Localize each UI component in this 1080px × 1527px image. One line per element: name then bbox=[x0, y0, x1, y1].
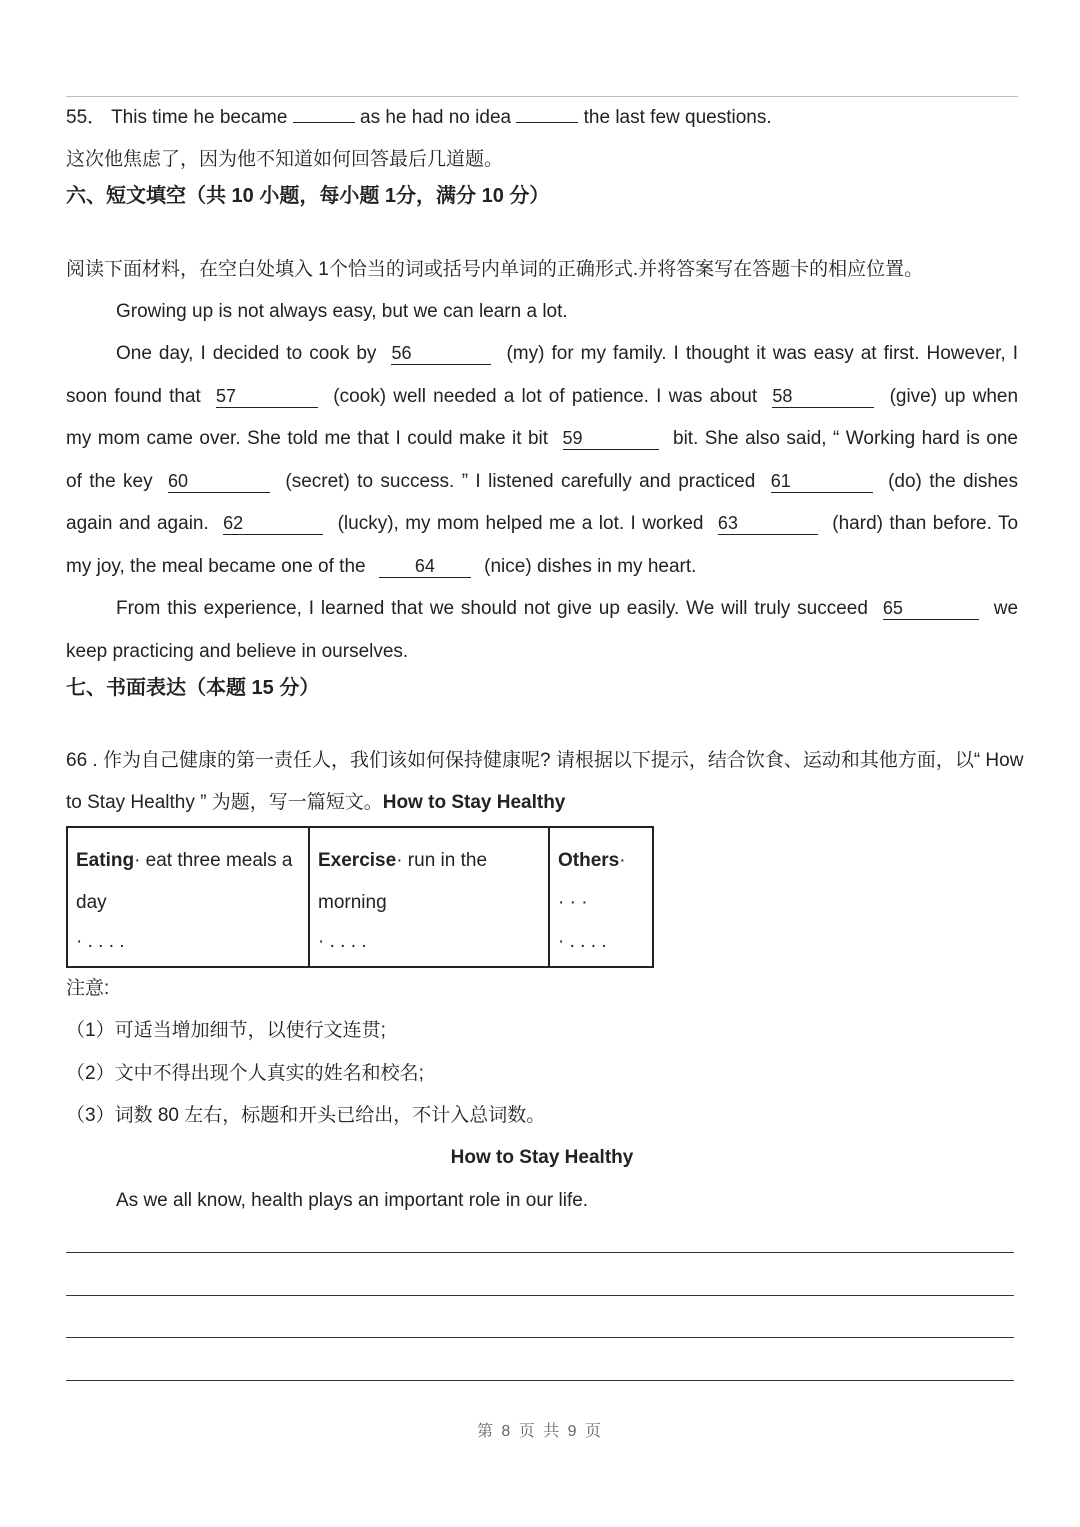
note-item: （1）可适当增加细节，以使行文连贯; bbox=[66, 1020, 386, 1041]
hint-text: · . . . . bbox=[318, 931, 367, 952]
prompt-title: How to Stay Healthy bbox=[382, 792, 566, 813]
hint-cell-others bbox=[549, 827, 653, 967]
passage-text: From this experience, I learned that we should not give up easily. We will truly succeed bbox=[116, 598, 868, 619]
hint-text: · · · bbox=[558, 892, 588, 913]
section-6-instruction: 阅读下面材料，在空白处填入 1个恰当的词或括号内单词的正确形式.并将答案写在答题卡的相应位置。 bbox=[66, 259, 924, 280]
page-footer: 第 8 页 共 9 页 bbox=[476, 1423, 604, 1440]
hint-label: Exercise bbox=[318, 850, 397, 871]
question-number: 55． bbox=[66, 107, 107, 128]
note-title: 注意: bbox=[66, 978, 110, 999]
passage-line: keep practicing and believe in ourselves. bbox=[66, 641, 409, 662]
passage-text: of the key bbox=[66, 471, 153, 492]
passage-line bbox=[66, 383, 1018, 411]
passage-line bbox=[66, 340, 1018, 368]
hint-text: · eat three meals a bbox=[134, 850, 293, 871]
hint-text: day bbox=[76, 892, 107, 913]
section-7-heading: 七、书面表达（本题 15 分） bbox=[66, 677, 320, 699]
top-divider bbox=[66, 96, 1018, 97]
blank-61: 61 bbox=[771, 470, 873, 493]
prompt-text: to Stay Healthy ” 为题，写一篇短文。 bbox=[66, 792, 383, 813]
passage-text: my mom came over. She told me that I could make it bit bbox=[66, 428, 549, 449]
question-text: as he had no idea bbox=[360, 107, 512, 128]
blank-58: 58 bbox=[772, 385, 874, 408]
writing-line[interactable] bbox=[66, 1252, 1014, 1253]
blank-60: 60 bbox=[168, 470, 270, 493]
passage-text: (do) the dishes bbox=[888, 471, 1018, 492]
passage-line: Growing up is not always easy, but we can learn a lot. bbox=[116, 301, 568, 322]
passage-text: again and again. bbox=[66, 513, 209, 534]
question-text: the last few questions. bbox=[583, 107, 772, 128]
writing-line[interactable] bbox=[66, 1380, 1014, 1381]
hint-label: Others bbox=[558, 850, 620, 871]
note-item: （3）词数 80 左右，标题和开头已给出，不计入总词数。 bbox=[66, 1105, 546, 1126]
hint-text: · . . . . bbox=[76, 931, 125, 952]
passage-text: (cook) well needed a lot of patience. I was about bbox=[333, 386, 758, 407]
hint-text: morning bbox=[318, 892, 387, 913]
hint-cell-eating bbox=[67, 827, 309, 967]
question-66-prompt-cont bbox=[66, 789, 565, 817]
answer-blank bbox=[516, 104, 578, 123]
blank-59: 59 bbox=[563, 427, 659, 450]
question-66-prompt: 66 . 作为自己健康的第一责任人，我们该如何保持健康呢? 请根据以下提示，结合饮食、运动和其他方面，以“ How bbox=[66, 750, 1024, 771]
hint-label: Eating bbox=[76, 850, 135, 871]
hint-cell-exercise bbox=[309, 827, 549, 967]
passage-text: (nice) dishes in my heart. bbox=[484, 556, 697, 577]
writing-line[interactable] bbox=[66, 1337, 1014, 1338]
essay-opening: As we all know, health plays an important role in our life. bbox=[116, 1190, 589, 1211]
passage-text: soon found that bbox=[66, 386, 201, 407]
hint-table bbox=[66, 826, 654, 968]
passage-line bbox=[66, 595, 1018, 623]
blank-64: 64 bbox=[379, 555, 471, 578]
hint-text: · bbox=[619, 850, 626, 871]
passage-text: (hard) than before. To bbox=[832, 513, 1019, 534]
passage-line bbox=[66, 553, 696, 581]
question-55 bbox=[66, 104, 772, 132]
blank-65: 65 bbox=[883, 597, 979, 620]
passage-line bbox=[66, 425, 1018, 453]
question-55-translation: 这次他焦虑了，因为他不知道如何回答最后几道题。 bbox=[66, 149, 504, 170]
note-item: （2）文中不得出现个人真实的姓名和校名; bbox=[66, 1063, 424, 1084]
passage-text: (lucky), my mom helped me a lot. I worked bbox=[337, 513, 704, 534]
hint-text: · run in the bbox=[396, 850, 488, 871]
blank-56: 56 bbox=[391, 342, 491, 365]
passage-text: (my) for my family. I thought it was easy at first. However, I bbox=[506, 343, 1019, 364]
passage-text: we bbox=[993, 598, 1019, 619]
hint-text: · . . . . bbox=[558, 931, 607, 952]
blank-62: 62 bbox=[223, 512, 323, 535]
blank-57: 57 bbox=[216, 385, 318, 408]
passage-text: (secret) to success. ” I listened carefully and practiced bbox=[285, 471, 756, 492]
essay-title: How to Stay Healthy bbox=[450, 1147, 634, 1168]
passage-text: my joy, the meal became one of the bbox=[66, 556, 366, 577]
question-text: This time he became bbox=[111, 107, 288, 128]
passage-line bbox=[66, 510, 1018, 538]
passage-text: One day, I decided to cook by bbox=[116, 343, 377, 364]
writing-line[interactable] bbox=[66, 1295, 1014, 1296]
answer-blank bbox=[293, 104, 355, 123]
passage-text: (give) up when bbox=[889, 386, 1019, 407]
passage-line bbox=[66, 468, 1018, 496]
blank-63: 63 bbox=[718, 512, 818, 535]
section-6-heading: 六、短文填空（共 10 小题，每小题 1分，满分 10 分） bbox=[66, 185, 550, 207]
passage-text: bit. She also said, “ Working hard is one bbox=[673, 428, 1018, 449]
